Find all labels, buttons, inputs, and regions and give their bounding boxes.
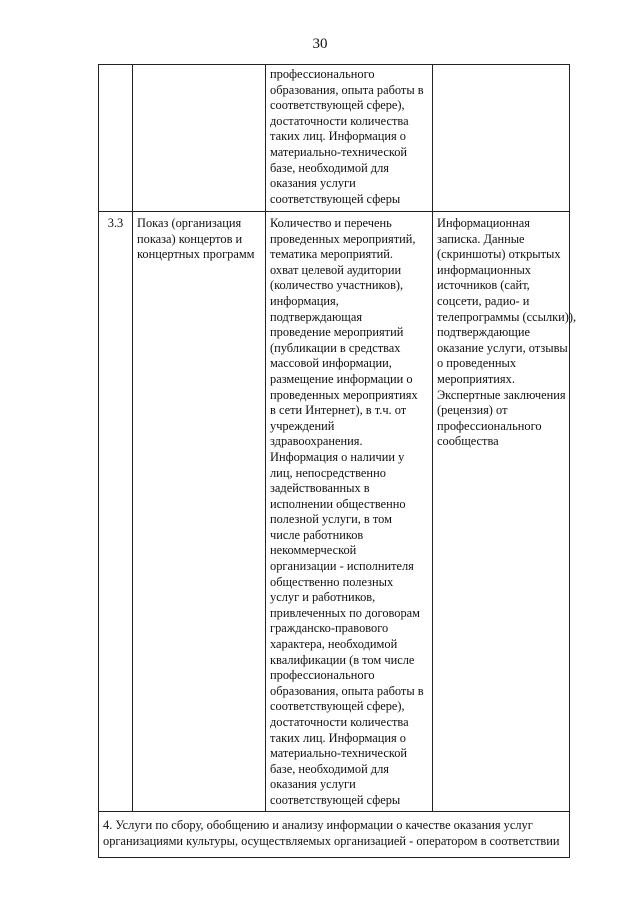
text-line: о проведенных [437, 356, 517, 371]
text-line: информация, [270, 293, 339, 308]
text-line: в сети Интернет), в т.ч. от [270, 403, 407, 418]
text-line: привлеченных по договорам [270, 605, 421, 620]
text-line: (скриншоты) открытых [437, 247, 561, 262]
text-line: 4. Услуги по сбору, обобщению и анализу информации о качестве оказания услуг [103, 817, 533, 832]
row-number-cell [99, 65, 133, 212]
row-number-cell: 3.3 [99, 212, 133, 812]
text-line: подтверждающие [437, 325, 530, 340]
text-line: Экспертные заключения [437, 387, 566, 402]
text-line: учреждений [270, 418, 335, 433]
documents-cell [433, 65, 570, 212]
text-line: оказания услуги [270, 176, 356, 191]
section-heading-row [99, 811, 570, 857]
text-line: достаточности количества [270, 715, 409, 729]
text-line: подтверждающая [270, 309, 363, 324]
text-line: общественно полезных [270, 574, 394, 589]
text-line: таких лиц. Информация о [270, 129, 406, 144]
text-line: соцсети, радио- и [437, 293, 530, 308]
text-line: здравоохранения. [270, 434, 363, 449]
text-line: (количество участников), [270, 278, 404, 293]
text-line: гражданско-правового [270, 621, 389, 636]
text-line: сообщества [437, 434, 499, 449]
text-line: образования, опыта работы в [270, 683, 424, 698]
text-line: материально-технической [270, 746, 408, 761]
text-line: проведенных мероприятий, [270, 231, 416, 246]
text-line: некоммерческой [270, 543, 357, 558]
text-line: проведенных мероприятиях [270, 387, 418, 402]
page-number: 30 [312, 36, 328, 52]
text-line: тематика мероприятий. [270, 247, 393, 262]
text-line: мероприятиях. [437, 371, 515, 386]
criteria-cell [266, 65, 433, 212]
section-heading-cell [99, 811, 570, 857]
text-line: базе, необходимой для [270, 761, 389, 776]
text-line: услуг и работников, [270, 590, 376, 605]
text-line: таких лиц. Информация о [270, 730, 406, 745]
text-line: (публикации в средствах [270, 340, 401, 355]
text-line: соответствующей сферы [270, 792, 401, 807]
text-line: материально-технической [270, 144, 408, 159]
text-line: лиц, непосредственно [270, 465, 386, 480]
text-line: полезной услуги, в том [270, 512, 392, 527]
text-line: профессионального [270, 67, 375, 81]
text-line: достаточности количества [270, 113, 409, 128]
text-line: проведение мероприятий [270, 325, 404, 340]
text-line: профессионального [270, 668, 375, 683]
text-line: задействованных в [270, 481, 370, 496]
text-line: профессионального [437, 418, 542, 433]
text-line: записка. Данные [437, 231, 525, 246]
text-line: Количество и перечень [270, 216, 392, 230]
table-row-continued [99, 65, 570, 212]
documents-cell [433, 212, 577, 812]
table-row-3-3 [99, 212, 570, 812]
text-line: организациями культуры, осуществляемых организацией - оператором в соответствии [103, 833, 560, 848]
text-line: Информационная [437, 216, 530, 230]
text-line: концертных программ [137, 247, 255, 262]
text-line: соответствующей сфере), [270, 699, 405, 714]
text-line: источников (сайт, [437, 278, 530, 293]
text-line: Информация о наличии у [270, 449, 405, 464]
text-line: квалификации (в том числе [270, 652, 415, 667]
text-line: охват целевой аудитории [270, 262, 402, 277]
text-line: числе работников [270, 527, 364, 542]
text-line: исполнении общественно [270, 496, 406, 511]
text-line: массовой информации, [270, 356, 392, 371]
service-cell [133, 212, 266, 812]
text-line: оказания услуги [270, 777, 356, 792]
text-line: соответствующей сфере), [270, 98, 405, 113]
text-line: показа) концертов и [137, 231, 243, 246]
text-line: базе, необходимой для [270, 160, 389, 175]
text-line: телепрограммы (ссылки)), [437, 309, 577, 324]
text-line: информационных [437, 262, 531, 277]
text-line: характера, необходимой [270, 637, 398, 652]
text-line: образования, опыта работы в [270, 82, 424, 97]
service-cell [133, 65, 266, 212]
text-line: оказание услуги, отзывы [437, 340, 568, 355]
text-line: Показ (организация [137, 216, 242, 230]
text-line: организации - исполнителя [270, 559, 414, 574]
text-line: размещение информации о [270, 371, 413, 386]
text-line: соответствующей сферы [270, 191, 401, 206]
text-line: (рецензия) от [437, 403, 508, 418]
services-table [98, 64, 577, 858]
criteria-cell [266, 212, 433, 812]
